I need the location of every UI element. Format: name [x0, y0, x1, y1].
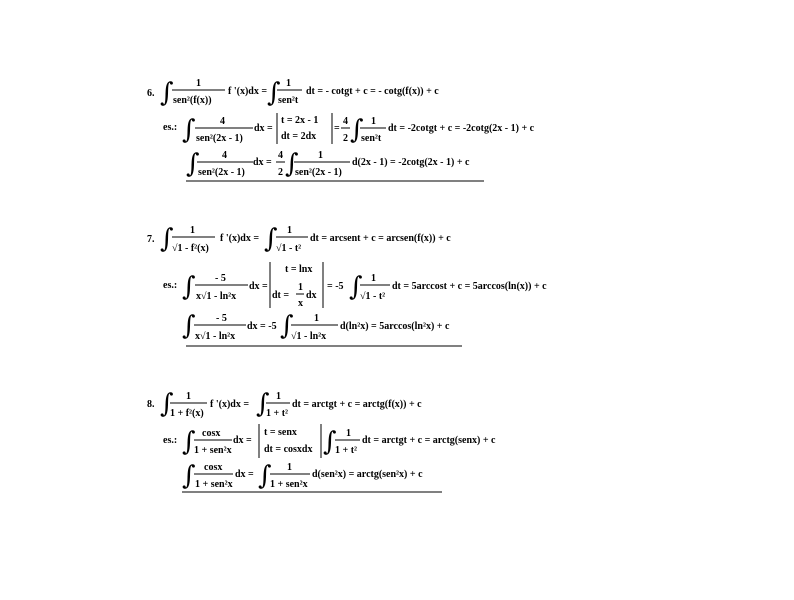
denominator: 1 + t²: [335, 445, 358, 456]
example-result: dt = -2cotgt + c = -2cotg(2x - 1) + c: [388, 123, 535, 134]
example-label: es.:: [163, 122, 178, 133]
denominator: √1 - f²(x): [172, 243, 209, 254]
check-result: d(2x - 1) = -2cotg(2x - 1) + c: [352, 157, 470, 168]
denominator: 2: [278, 167, 283, 178]
numerator: 1: [371, 116, 376, 127]
integral-sign: ∫: [350, 115, 364, 145]
integral-sign: ∫: [258, 461, 272, 491]
formula-number: 6.: [147, 88, 155, 99]
integral-sign: ∫: [323, 427, 337, 457]
formula-8: [147, 389, 496, 492]
formula-7: [147, 224, 547, 346]
numerator: 1: [371, 273, 376, 284]
denominator: sen²t: [361, 133, 382, 144]
formula-6: [147, 78, 535, 181]
denominator: 1 + sen²x: [194, 445, 232, 456]
check-middle: dx =: [253, 157, 272, 168]
integral-sign: ∫: [182, 272, 196, 302]
check-result: d(ln²x) = 5arccos(ln²x) + c: [340, 321, 450, 332]
formula-number: 7.: [147, 234, 155, 245]
denominator: sen²(2x - 1): [295, 167, 342, 178]
numerator: 1: [287, 225, 292, 236]
example-tail: dx =: [249, 281, 268, 292]
denominator: 1 + sen²x: [195, 479, 233, 490]
denominator: x: [298, 298, 303, 309]
denominator: sen²(2x - 1): [198, 167, 245, 178]
integral-sign: ∫: [182, 461, 196, 491]
numerator: 1: [346, 428, 351, 439]
rule-middle: f '(x)dx =: [220, 233, 260, 244]
numerator: 4: [278, 150, 283, 161]
rule-result: dt = arctgt + c = arctg(f(x)) + c: [292, 399, 422, 410]
numerator: 1: [196, 78, 201, 89]
integral-sign: ∫: [349, 272, 363, 302]
integral-sign: ∫: [182, 311, 196, 341]
integral-sign: ∫: [280, 311, 294, 341]
substitution-line: t = 2x - 1: [281, 115, 319, 126]
numerator: - 5: [215, 273, 226, 284]
rule-middle: f '(x)dx =: [228, 86, 268, 97]
integral-sign: ∫: [160, 78, 174, 108]
example-tail: dx =: [254, 123, 273, 134]
integral-sign: ∫: [186, 149, 200, 179]
denominator: √1 - t²: [360, 291, 386, 302]
example-tail: dx =: [233, 435, 252, 446]
substitution-line: dt = cosxdx: [264, 444, 313, 455]
integral-sign: ∫: [160, 224, 174, 254]
integral-sign: ∫: [285, 149, 299, 179]
numerator: 1: [276, 391, 281, 402]
example-result: dt = arctgt + c = arctg(senx) + c: [362, 435, 496, 446]
denominator: sen²(f(x)): [173, 95, 212, 106]
numerator: - 5: [216, 313, 227, 324]
example-label: es.:: [163, 435, 178, 446]
denominator: x√1 - ln²x: [196, 291, 237, 302]
rule-middle: f '(x)dx =: [210, 399, 250, 410]
equals-sign: =: [334, 123, 340, 134]
check-result: d(sen²x) = arctg(sen²x) + c: [312, 469, 423, 480]
substitution-line: dx: [306, 290, 317, 301]
numerator: cosx: [202, 428, 221, 439]
denominator: x√1 - ln²x: [195, 331, 236, 342]
integral-sign: ∫: [160, 389, 174, 419]
example-result: dt = 5arccost + c = 5arccos(ln(x)) + c: [392, 281, 547, 292]
denominator: sen²(2x - 1): [196, 133, 243, 144]
denominator: √1 - t²: [276, 243, 302, 254]
integral-sign: ∫: [256, 389, 270, 419]
numerator: 1: [286, 78, 291, 89]
substitution-line: dt = 2dx: [281, 131, 317, 142]
integral-sign: ∫: [267, 78, 281, 108]
numerator: 4: [343, 116, 348, 127]
denominator: 2: [343, 133, 348, 144]
integral-sign: ∫: [264, 224, 278, 254]
denominator: sen²t: [278, 95, 299, 106]
numerator: 4: [220, 116, 225, 127]
rule-result: dt = arcsent + c = arcsen(f(x)) + c: [310, 233, 451, 244]
numerator: 1: [298, 282, 303, 293]
coefficient: = -5: [327, 281, 344, 292]
numerator: 1: [186, 391, 191, 402]
check-middle: dx =: [235, 469, 254, 480]
integral-sign: ∫: [182, 115, 196, 145]
denominator: 1 + f²(x): [170, 408, 204, 419]
substitution-line: t = senx: [264, 427, 297, 438]
numerator: 1: [190, 225, 195, 236]
example-label: es.:: [163, 280, 178, 291]
substitution-line: dt =: [272, 290, 290, 301]
numerator: 1: [318, 150, 323, 161]
numerator: cosx: [204, 462, 223, 473]
denominator: √1 - ln²x: [291, 331, 327, 342]
numerator: 1: [314, 313, 319, 324]
integral-sign: ∫: [182, 427, 196, 457]
check-middle: dx = -5: [247, 321, 277, 332]
denominator: 1 + t²: [266, 408, 289, 419]
substitution-line: t = lnx: [285, 264, 313, 275]
numerator: 4: [222, 150, 227, 161]
rule-result: dt = - cotgt + c = - cotg(f(x)) + c: [306, 86, 439, 97]
denominator: 1 + sen²x: [270, 479, 308, 490]
formula-number: 8.: [147, 399, 155, 410]
numerator: 1: [287, 462, 292, 473]
